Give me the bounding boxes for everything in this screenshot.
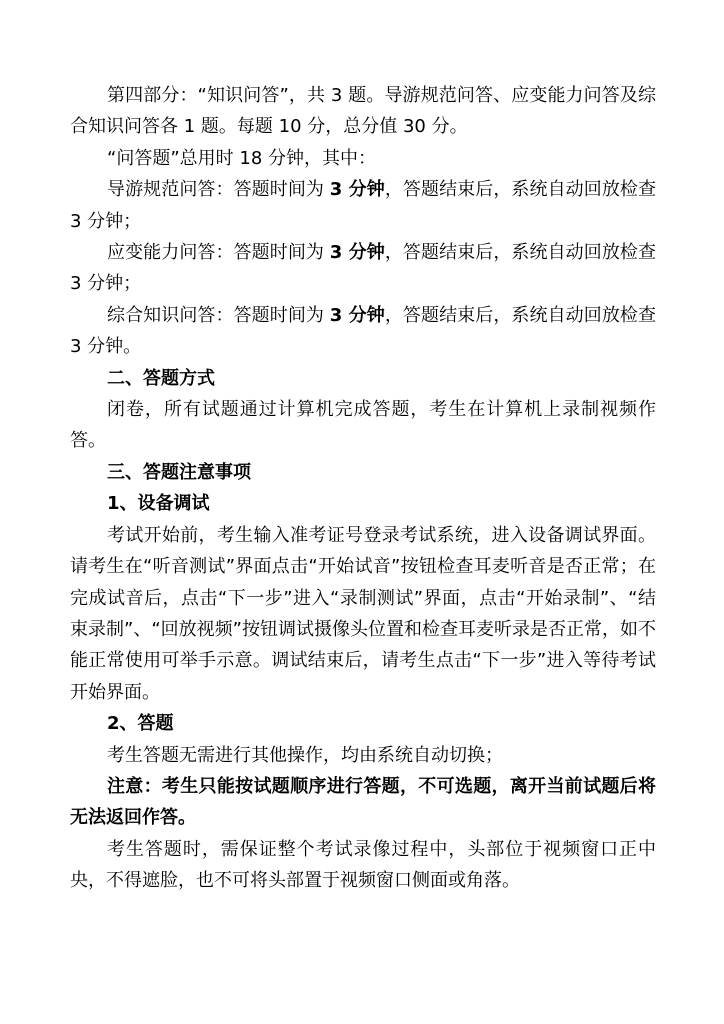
bold-duration: 3 分钟: [329, 179, 385, 201]
heading-device-debug: 1、设备调试: [107, 493, 210, 515]
bold-duration: 3 分钟: [329, 304, 385, 326]
paragraph-guide-standard: [70, 174, 656, 237]
paragraph-adaptability: [70, 237, 656, 300]
text-segment: 应变能力问答：答题时间为: [107, 242, 330, 264]
text-segment: ，答题结束后，系统自动回放检查 3 分钟；: [70, 179, 656, 232]
paragraph-general-knowledge: [70, 300, 656, 363]
text-segment: ，答题结束后，系统自动回放检查 3 分钟。: [70, 304, 656, 358]
text-segment: 导游规范问答：答题时间为: [107, 179, 330, 201]
paragraph-answer-method: 闭卷，所有试题通过计算机完成答题，考生在计算机上录制视频作答。: [70, 399, 656, 452]
text-segment: ，答题结束后，系统自动回放检查 3 分钟；: [70, 242, 656, 295]
bold-duration: 3 分钟: [329, 242, 385, 264]
paragraph-warning: 注意：考生只能按试题顺序进行答题，不可选题，离开当前试题后将无法返回作答。: [70, 775, 656, 829]
heading-answering: 2、答题: [107, 713, 174, 735]
text-segment: 综合知识问答：答题时间为: [107, 304, 330, 326]
paragraph-device-debug: 考试开始前，考生输入准考证号登录考试系统，进入设备调试界面。请考生在“听音测试”界面点击“开始试音”按钮检查耳麦听音是否正常；在完成试音后，点击“下一步”进入“录制测试”界面，点击“开始录制”、“结束录制”、“回放视频”按钮调试摄像头位置和检查耳麦听录是否正常，如不能正常使用可举手示意。调试结束后，请考生点击“下一步”进入等待考试开始界面。: [70, 524, 656, 703]
document-page: [70, 80, 656, 897]
paragraph-total-time: “问答题”总用时 18 分钟，其中：: [107, 147, 376, 169]
paragraph-part-four: 第四部分：“知识问答”，共 3 题。导游规范问答、应变能力问答及综合知识问答各 1 题。每题 10 分，总分值 30 分。: [70, 85, 656, 138]
heading-answer-method: 二、答题方式: [107, 367, 215, 389]
paragraph-camera: 考生答题时，需保证整个考试录像过程中，头部位于视频窗口正中央，不得遮脸，也不可将头部置于视频窗口侧面或角落。: [70, 838, 656, 892]
paragraph-answering: 考生答题无需进行其他操作，均由系统自动切换；: [107, 744, 503, 766]
heading-notes: 三、答题注意事项: [107, 461, 251, 483]
